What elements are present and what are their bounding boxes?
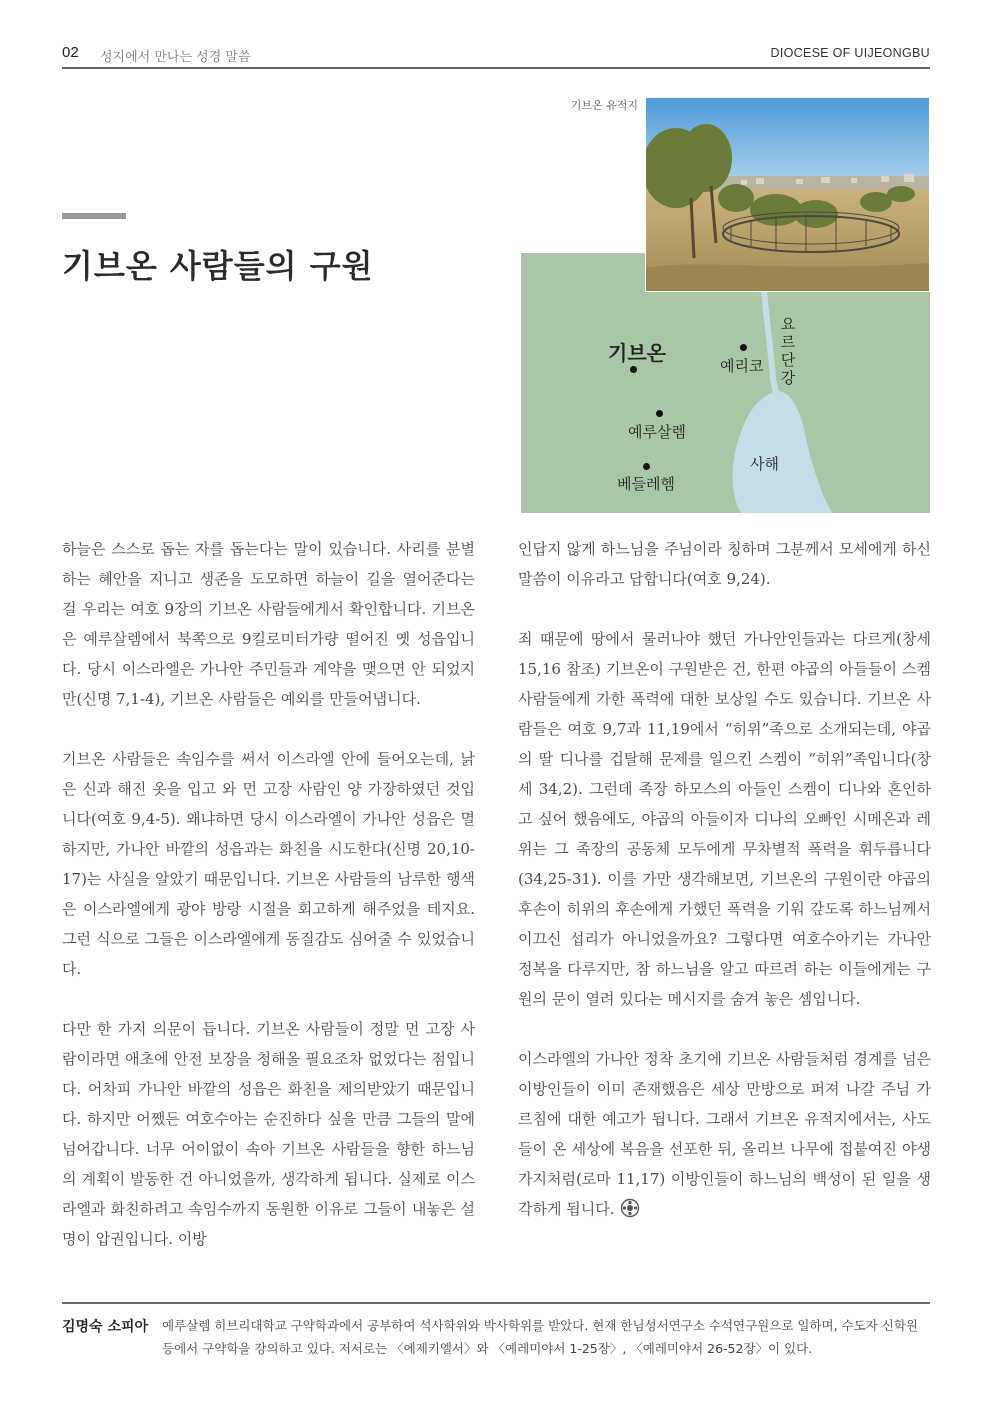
author-name: 김명숙 소피아: [62, 1319, 149, 1335]
body-paragraph: 기브온 사람들은 속임수를 써서 이스라엘 안에 들어오는데, 낡은 신과 해진 옷을 입고 와 먼 고장 사람인 양 가장하였던 것입니다(여호 9,4-5). 왜냐하면 당시 이스라엘이 가나안 성읍은 멸하지만, 가나안 바깥의 성읍과는 화친을 시도한다(신명 20,10-17)는 사실을 알았기 때문입니다. 기브온 사람들의 남루한 행색은 이스라엘에게 광야 방랑 시절을 회고하게 해주었을 테지요. 그런 식으로 그들은 이스라엘에게 동질감도 심어줄 수 있었습니다.: [62, 750, 475, 978]
dead-sea: [732, 391, 833, 513]
section-title: 성지에서 만나는 성경 말씀: [100, 50, 251, 65]
body-paragraph: 인답지 않게 하느님을 주님이라 칭하며 그분께서 모세에게 하신 말씀이 이유라고 답합니다(여호 9,24).: [518, 540, 931, 588]
page-number: 02: [62, 44, 79, 61]
page-header: [62, 44, 930, 66]
jerusalem-marker: [656, 410, 663, 417]
jericho-label: 예리코: [720, 357, 764, 375]
map-water-shapes: [521, 253, 930, 513]
header-divider: [62, 67, 930, 69]
gibeon-label: 기브온: [608, 341, 666, 365]
gibeon-site-photo: [645, 97, 930, 292]
region-map: [521, 253, 930, 513]
author-bio: 예루살렘 히브리대학교 구약학과에서 공부하여 석사학위와 박사학위를 받았다. 현재 한님성서연구소 수석연구원으로 일하며, 수도자 신학원 등에서 구약학을 강의하고 있다. 저서로는 〈에제키엘서〉와 〈예레미야서 1-25장〉, 〈예레미야서 26-52장〉이 있다.: [162, 1318, 918, 1356]
body-paragraph: 하늘은 스스로 돕는 자를 돕는다는 말이 있습니다. 사리를 분별하는 혜안을 지니고 생존을 도모하면 하늘이 길을 열어준다는 걸 우리는 여호 9장의 기브온 사람들에게서 확인합니다. 기브온은 예루살렘에서 북쪽으로 9킬로미터가량 떨어진 옛 성읍입니다. 당시 이스라엘은 가나안 주민들과 계약을 맺으면 안 되었지만(신명 7,1-4), 기브온 사람들은 예외를 만들어냅니다.: [62, 540, 475, 708]
jordan-river-label: 요 르 단 강: [780, 315, 796, 387]
jerusalem-label: 예루살렘: [628, 423, 686, 441]
body-column-left: [62, 534, 475, 1284]
gibeon-marker: [630, 366, 637, 373]
photo-caption: 기브온 유적지: [570, 99, 638, 112]
body-paragraph: 다만 한 가지 의문이 듭니다. 기브온 사람들이 정말 먼 고장 사람이라면 애초에 안전 보장을 청해올 필요조차 없었다는 점입니다. 어차피 가나안 바깥의 성읍은 화친을 제의받았기 때문입니다. 하지만 어쨌든 여호수아는 순진하다 싶을 만큼 그들의 말에 넘어갑니다. 너무 어이없이 속아 기브온 사람들을 향한 하느님의 계획이 발동한 건 아니었을까, 생각하게 됩니다. 실제로 이스라엘과 화친하려고 속임수까지 동원한 이유로 그들이 내놓은 설명이 압권입니다. 이방: [62, 1020, 475, 1248]
site-photo-illustration: [646, 98, 930, 292]
diocese-name: DIOCESE OF UIJEONGBU: [770, 46, 930, 60]
title-accent-bar: [62, 213, 126, 219]
body-paragraph-text: 이스라엘의 가나안 정착 초기에 기브온 사람들처럼 경계를 넘은 이방인들이 이미 존재했음은 세상 만방으로 퍼져 나갈 주님 가르침에 대한 예고가 됩니다. 그래서 기브온 유적지에서는, 사도들이 온 세상에 복음을 선포한 뒤, 올리브 나무에 접붙여진 야생 가지처럼(로마 11,17) 이방인들이 하느님의 백성이 된 일을 생각하게 됩니다.: [518, 1050, 931, 1218]
footer-divider: [62, 1302, 930, 1304]
end-mark-icon: [620, 1198, 640, 1228]
dead-sea-label: 사해: [750, 455, 779, 473]
body-paragraph: 죄 때문에 땅에서 물러나야 했던 가나안인들과는 다르게(창세 15,16 참조) 기브온이 구원받은 건, 한편 야곱의 아들들이 스켐 사람들에게 가한 폭력에 대한 보상일 수도 있습니다. 기브온 사람들은 여호 9,7과 11,19에서 “히위”족으로 소개되는데, 야곱의 딸 디나를 겁탈해 문제를 일으킨 스켐이 “히위”족입니다(창세 34,2). 그런데 족장 하모스의 아들인 스켐이 디나와 혼인하고 싶어 했음에도, 야곱의 아들이자 디나의 오빠인 시메온과 레위는 그 족장의 공동체 모두에게 무차별적 폭력을 휘두릅니다(34,25-31). 이를 가만 생각해보면, 기브온의 구원이란 야곱의 후손이 히위의 후손에게 가했던 폭력을 기워 갚도록 하느님께서 이끄신 섭리가 아니었을까요? 그렇다면 여호수아기는 가나안 정복을 다루지만, 참 하느님을 알고 따르려 하는 이들에게는 구원의 문이 열려 있다는 메시지를 숨겨 놓은 셈입니다.: [518, 630, 931, 1008]
bethlehem-label: 베들레헴: [617, 475, 675, 493]
body-column-right: [518, 534, 931, 1258]
article-title: 기브온 사람들의 구원: [62, 247, 374, 285]
body-paragraph-last: [518, 1044, 931, 1228]
jericho-marker: [740, 344, 747, 351]
bethlehem-marker: [643, 463, 650, 470]
